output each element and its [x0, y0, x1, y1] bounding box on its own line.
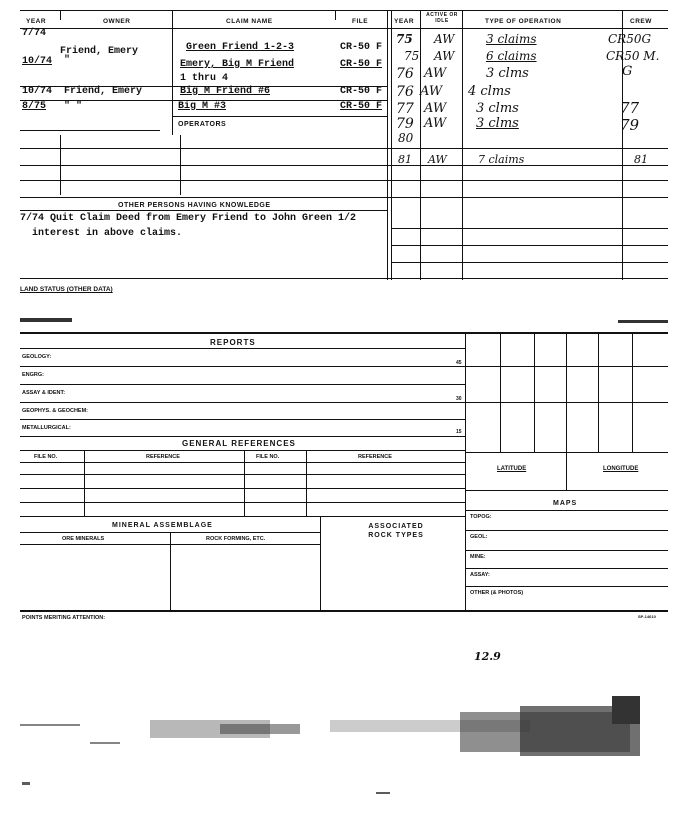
row-line	[20, 384, 465, 385]
claim-owner: Friend, Emery	[64, 86, 143, 97]
section-border	[20, 610, 668, 612]
row-line	[465, 452, 668, 453]
row-line	[20, 488, 465, 489]
operation-year: 79	[396, 116, 414, 132]
longitude-label: LONGITUDE	[603, 466, 639, 472]
operation-status: AW	[424, 66, 447, 81]
header-bottom-line	[20, 28, 668, 29]
report-assay: ASSAY & IDENT:	[22, 390, 66, 396]
row-line	[465, 510, 668, 511]
col-claim-name-header: CLAIM NAME	[226, 18, 273, 25]
row-line	[20, 180, 668, 181]
row-line	[465, 586, 668, 587]
row-line	[391, 262, 668, 263]
operation-year: 77	[396, 101, 414, 117]
claim-file: CR-50 F	[340, 59, 383, 70]
claim-name: Green Friend 1-2-3	[186, 42, 295, 53]
row-line	[20, 197, 668, 198]
report-num: 45	[456, 360, 462, 366]
operation-status: AW	[434, 32, 455, 46]
claim-owner: " "	[64, 101, 83, 112]
report-geophys: GEOPHYS. & GEOCHEM:	[22, 408, 89, 414]
divider	[320, 516, 321, 610]
row-line	[20, 474, 465, 475]
general-references-title: GENERAL REFERENCES	[182, 439, 296, 448]
operation-crew: 81	[634, 153, 648, 166]
points-meriting-label: POINTS MERITING ATTENTION:	[22, 615, 106, 621]
maps-other: OTHER (& PHOTOS)	[470, 590, 524, 596]
claim-name: Big M #3	[178, 101, 227, 112]
claim-year: 10/74	[22, 56, 53, 67]
row-line	[465, 490, 668, 491]
section-border	[20, 332, 668, 334]
operation-type: 6 claims	[486, 49, 537, 63]
ink-smudge	[618, 320, 668, 323]
operation-status: AW	[424, 101, 447, 116]
ref-col-reference-2: REFERENCE	[358, 454, 392, 460]
divider	[420, 10, 421, 280]
divider	[387, 10, 388, 280]
divider	[170, 532, 171, 610]
operation-year: 75	[396, 32, 413, 46]
operation-type: 3 clms	[486, 66, 529, 81]
divider	[462, 10, 463, 280]
operation-crew: G	[622, 64, 633, 79]
divider	[306, 450, 307, 516]
operation-status: AW	[428, 153, 447, 166]
ink-smudge	[20, 318, 72, 322]
divider	[244, 450, 245, 516]
reports-title: REPORTS	[210, 338, 256, 347]
operation-year: 80	[398, 131, 414, 145]
report-num: 15	[456, 429, 462, 435]
row-line	[465, 530, 668, 531]
land-status-label: LAND STATUS (OTHER DATA)	[20, 286, 113, 293]
operation-year: 76	[396, 84, 414, 100]
col-type-operation-header: TYPE OF OPERATION	[485, 18, 562, 25]
other-persons-label: OTHER PERSONS HAVING KNOWLEDGE	[118, 202, 271, 209]
row-line	[20, 130, 160, 131]
row-line	[20, 450, 465, 451]
row-line	[172, 116, 387, 117]
report-num: 30	[456, 396, 462, 402]
scan-artifacts	[0, 690, 678, 814]
operation-crew: 77	[620, 99, 640, 117]
ref-col-reference: REFERENCE	[146, 454, 180, 460]
handwritten-note: 12.9	[474, 650, 501, 663]
row-line	[20, 462, 465, 463]
row-line	[465, 402, 668, 403]
report-metallurgical: METALLURGICAL:	[22, 425, 71, 431]
divider	[60, 10, 61, 20]
row-line	[20, 210, 387, 211]
col-file-header: FILE	[352, 18, 369, 25]
maps-mine: MINE:	[470, 554, 486, 560]
operation-crew: 79	[620, 116, 640, 134]
claim-file: CR-50 F	[340, 86, 383, 97]
maps-geol: GEOL:	[470, 534, 488, 540]
divider	[391, 10, 392, 280]
row-line	[20, 516, 465, 517]
ore-minerals-label: ORE MINERALS	[62, 536, 105, 542]
top-border	[20, 10, 668, 11]
row-line	[20, 366, 465, 367]
claim-year: 8/75	[22, 101, 47, 112]
row-line	[20, 165, 668, 166]
maps-assay: ASSAY:	[470, 572, 490, 578]
operation-type: 3 clms	[476, 101, 519, 116]
row-line	[20, 348, 465, 349]
latitude-label: LATITUDE	[497, 466, 527, 472]
claim-owner: Friend, Emery	[60, 46, 139, 57]
divider	[566, 332, 567, 490]
claim-year: 10/74	[22, 86, 53, 97]
row-line	[20, 502, 465, 503]
claim-file: CR-50 F	[340, 101, 383, 112]
rock-forming-label: ROCK FORMING, ETC.	[206, 536, 266, 542]
report-geology: GEOLOGY:	[22, 354, 52, 360]
divider	[335, 10, 336, 20]
claim-name: Big M Friend #6	[180, 86, 271, 97]
divider	[500, 332, 501, 452]
form-number: SP-14610	[638, 614, 656, 619]
report-engrg: ENGRG:	[22, 372, 44, 378]
other-persons-line: interest in above claims.	[32, 228, 183, 239]
divider	[598, 332, 599, 452]
operation-type: 4 clms	[468, 84, 511, 99]
operation-crew: CR50G	[608, 32, 652, 46]
divider	[60, 135, 61, 195]
row-line	[465, 568, 668, 569]
operation-crew: CR50 M.	[606, 49, 660, 63]
ditto-mark: "	[64, 55, 71, 66]
divider	[84, 450, 85, 516]
divider	[180, 135, 181, 195]
operators-label: OPERATORS	[178, 121, 227, 128]
mineral-assemblage-title: MINERAL ASSEMBLAGE	[112, 522, 213, 529]
operation-year: 81	[398, 153, 412, 166]
operation-year: 75	[404, 49, 420, 63]
row-line	[20, 402, 465, 403]
row-line	[465, 550, 668, 551]
row-line	[20, 148, 668, 149]
row-line	[20, 278, 668, 279]
other-persons-line: 7/74 Quit Claim Deed from Emery Friend to John Green 1/2	[20, 213, 357, 224]
row-line	[20, 436, 465, 437]
claim-year: 7/74	[22, 28, 47, 39]
operation-year: 76	[396, 66, 414, 82]
operation-status: AW	[420, 84, 443, 99]
col-active-idle-header: ACTIVE OR IDLE	[426, 12, 458, 24]
claim-name: Emery, Big M Friend	[180, 59, 295, 70]
maps-title: MAPS	[553, 500, 578, 507]
row-line	[20, 419, 465, 420]
row-line	[391, 245, 668, 246]
claim-name: 1 thru 4	[180, 73, 229, 84]
ref-col-file-no: FILE NO.	[34, 454, 58, 460]
operation-type: 3 claims	[486, 32, 537, 46]
claim-file: CR-50 F	[340, 42, 383, 53]
operation-status: AW	[434, 49, 455, 63]
operation-type: 3 clms	[476, 116, 519, 131]
maps-topog: TOPOG:	[470, 514, 492, 520]
operation-status: AW	[424, 116, 447, 131]
col-crew-header: CREW	[630, 18, 652, 25]
divider	[534, 332, 535, 452]
operation-type: 7 claims	[478, 153, 525, 166]
col-year-header: YEAR	[26, 18, 47, 25]
col-owner-header: OWNER	[103, 18, 131, 25]
row-line	[391, 228, 668, 229]
row-line	[465, 366, 668, 367]
col-year2-header: YEAR	[394, 18, 415, 25]
ref-col-file-no-2: FILE NO.	[256, 454, 280, 460]
associated-rock-types-label: ASSOCIATED ROCK TYPES	[368, 523, 424, 539]
divider	[632, 332, 633, 452]
